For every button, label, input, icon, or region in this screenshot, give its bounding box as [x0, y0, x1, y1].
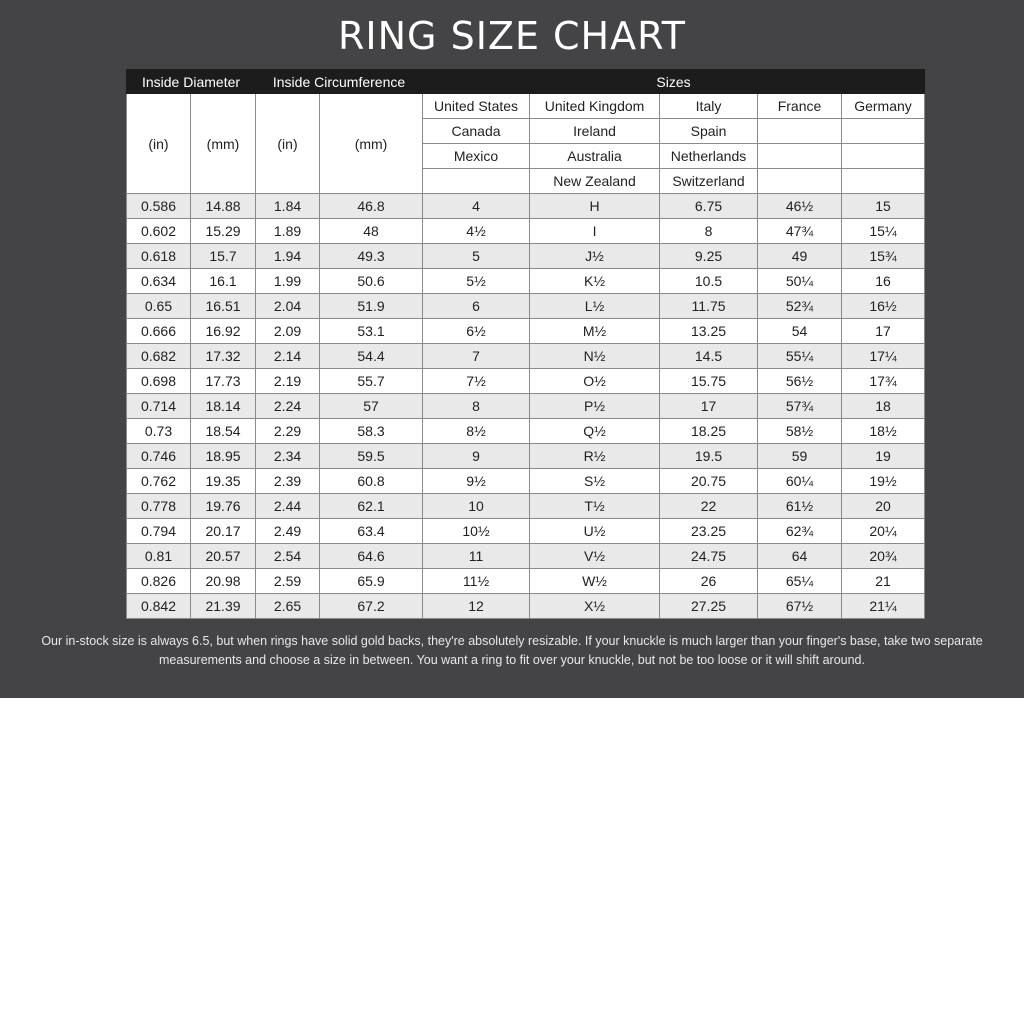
france-size-cell: 55¼ [758, 344, 842, 369]
us-size-cell: 9½ [423, 469, 530, 494]
circumference-mm-cell: 58.3 [320, 419, 423, 444]
germany-size-cell: 21 [842, 569, 925, 594]
table-group-header [127, 70, 925, 94]
diameter-in-cell: 0.794 [127, 519, 191, 544]
us-size-cell: 8 [423, 394, 530, 419]
us-size-cell: 7 [423, 344, 530, 369]
circumference-mm-cell: 64.6 [320, 544, 423, 569]
germany-size-cell: 16½ [842, 294, 925, 319]
diameter-mm-cell: 17.73 [191, 369, 256, 394]
italy-size-cell: 27.25 [660, 594, 758, 619]
us-size-cell: 12 [423, 594, 530, 619]
italy-size-cell: 22 [660, 494, 758, 519]
diameter-in-cell: 0.762 [127, 469, 191, 494]
table-row [127, 294, 925, 319]
uk-size-cell: S½ [530, 469, 660, 494]
circumference-mm-cell: 49.3 [320, 244, 423, 269]
circumference-mm-cell: 62.1 [320, 494, 423, 519]
uk-size-cell: T½ [530, 494, 660, 519]
country-label: Netherlands [660, 144, 758, 169]
us-size-cell: 5 [423, 244, 530, 269]
country-label [423, 169, 530, 194]
diameter-in-cell: 0.73 [127, 419, 191, 444]
table-row [127, 444, 925, 469]
uk-size-cell: O½ [530, 369, 660, 394]
france-size-cell: 67½ [758, 594, 842, 619]
uk-size-cell: V½ [530, 544, 660, 569]
diameter-mm-cell: 15.29 [191, 219, 256, 244]
inside-circumference-header: Inside Circumference [256, 70, 423, 94]
us-size-cell: 11½ [423, 569, 530, 594]
country-header-row [127, 94, 925, 119]
country-label [758, 119, 842, 144]
country-label: France [758, 94, 842, 119]
circumference-mm-cell: 65.9 [320, 569, 423, 594]
circumference-mm-cell: 50.6 [320, 269, 423, 294]
france-size-cell: 58½ [758, 419, 842, 444]
us-size-cell: 4 [423, 194, 530, 219]
us-size-cell: 6 [423, 294, 530, 319]
circumference-in-cell: 2.34 [256, 444, 320, 469]
circumference-mm-cell: 60.8 [320, 469, 423, 494]
uk-size-cell: K½ [530, 269, 660, 294]
unit-circumference-mm: (mm) [320, 94, 423, 194]
diameter-in-cell: 0.682 [127, 344, 191, 369]
circumference-in-cell: 1.84 [256, 194, 320, 219]
table-row [127, 469, 925, 494]
diameter-mm-cell: 20.57 [191, 544, 256, 569]
diameter-in-cell: 0.634 [127, 269, 191, 294]
us-size-cell: 10½ [423, 519, 530, 544]
uk-size-cell: N½ [530, 344, 660, 369]
uk-size-cell: I [530, 219, 660, 244]
sizes-header: Sizes [423, 70, 925, 94]
diameter-in-cell: 0.698 [127, 369, 191, 394]
diameter-mm-cell: 18.54 [191, 419, 256, 444]
germany-size-cell: 15¾ [842, 244, 925, 269]
country-label [842, 119, 925, 144]
circumference-in-cell: 2.04 [256, 294, 320, 319]
diameter-in-cell: 0.602 [127, 219, 191, 244]
sizing-note: Our in-stock size is always 6.5, but when rings have solid gold backs, they're absolutely resizable. If your knuckle is much larger than your finger's base, take two separate measurements and choose a size in between. You want a ring to fit over your knuckle, but not be too loose or it will shift around. [41, 634, 983, 667]
france-size-cell: 49 [758, 244, 842, 269]
table-row [127, 544, 925, 569]
italy-size-cell: 13.25 [660, 319, 758, 344]
germany-size-cell: 21¼ [842, 594, 925, 619]
unit-diameter-in: (in) [127, 94, 191, 194]
page-title: RING SIZE CHART [338, 14, 686, 58]
country-label: United States [423, 94, 530, 119]
diameter-mm-cell: 16.92 [191, 319, 256, 344]
table-row [127, 369, 925, 394]
italy-size-cell: 9.25 [660, 244, 758, 269]
us-size-cell: 4½ [423, 219, 530, 244]
circumference-mm-cell: 59.5 [320, 444, 423, 469]
circumference-in-cell: 1.94 [256, 244, 320, 269]
ring-size-table [126, 69, 925, 619]
circumference-in-cell: 1.99 [256, 269, 320, 294]
diameter-mm-cell: 14.88 [191, 194, 256, 219]
us-size-cell: 6½ [423, 319, 530, 344]
germany-size-cell: 17 [842, 319, 925, 344]
italy-size-cell: 19.5 [660, 444, 758, 469]
country-label: Australia [530, 144, 660, 169]
uk-size-cell: M½ [530, 319, 660, 344]
uk-size-cell: W½ [530, 569, 660, 594]
france-size-cell: 57¾ [758, 394, 842, 419]
germany-size-cell: 15 [842, 194, 925, 219]
us-size-cell: 11 [423, 544, 530, 569]
country-label: New Zealand [530, 169, 660, 194]
germany-size-cell: 18½ [842, 419, 925, 444]
diameter-mm-cell: 16.1 [191, 269, 256, 294]
diameter-in-cell: 0.746 [127, 444, 191, 469]
france-size-cell: 64 [758, 544, 842, 569]
circumference-mm-cell: 57 [320, 394, 423, 419]
diameter-in-cell: 0.81 [127, 544, 191, 569]
france-size-cell: 47¾ [758, 219, 842, 244]
circumference-in-cell: 2.65 [256, 594, 320, 619]
inside-diameter-header: Inside Diameter [127, 70, 256, 94]
germany-size-cell: 16 [842, 269, 925, 294]
country-label [842, 144, 925, 169]
diameter-mm-cell: 21.39 [191, 594, 256, 619]
us-size-cell: 8½ [423, 419, 530, 444]
country-label: Canada [423, 119, 530, 144]
diameter-in-cell: 0.842 [127, 594, 191, 619]
germany-size-cell: 19½ [842, 469, 925, 494]
uk-size-cell: P½ [530, 394, 660, 419]
country-label: Mexico [423, 144, 530, 169]
circumference-in-cell: 2.29 [256, 419, 320, 444]
diameter-in-cell: 0.586 [127, 194, 191, 219]
france-size-cell: 62¾ [758, 519, 842, 544]
country-label: Spain [660, 119, 758, 144]
italy-size-cell: 26 [660, 569, 758, 594]
germany-size-cell: 17¼ [842, 344, 925, 369]
italy-size-cell: 14.5 [660, 344, 758, 369]
germany-size-cell: 20 [842, 494, 925, 519]
unit-diameter-mm: (mm) [191, 94, 256, 194]
us-size-cell: 5½ [423, 269, 530, 294]
diameter-in-cell: 0.714 [127, 394, 191, 419]
circumference-in-cell: 2.14 [256, 344, 320, 369]
country-label: United Kingdom [530, 94, 660, 119]
table-row [127, 269, 925, 294]
diameter-mm-cell: 15.7 [191, 244, 256, 269]
germany-size-cell: 20¾ [842, 544, 925, 569]
france-size-cell: 65¼ [758, 569, 842, 594]
country-label: Italy [660, 94, 758, 119]
circumference-in-cell: 2.54 [256, 544, 320, 569]
uk-size-cell: L½ [530, 294, 660, 319]
circumference-mm-cell: 51.9 [320, 294, 423, 319]
us-size-cell: 9 [423, 444, 530, 469]
circumference-in-cell: 2.24 [256, 394, 320, 419]
france-size-cell: 46½ [758, 194, 842, 219]
germany-size-cell: 15¼ [842, 219, 925, 244]
germany-size-cell: 17¾ [842, 369, 925, 394]
italy-size-cell: 18.25 [660, 419, 758, 444]
italy-size-cell: 8 [660, 219, 758, 244]
table-row [127, 569, 925, 594]
circumference-in-cell: 2.59 [256, 569, 320, 594]
table-row [127, 594, 925, 619]
us-size-cell: 7½ [423, 369, 530, 394]
country-label: Germany [842, 94, 925, 119]
diameter-mm-cell: 19.35 [191, 469, 256, 494]
france-size-cell: 52¾ [758, 294, 842, 319]
diameter-in-cell: 0.778 [127, 494, 191, 519]
italy-size-cell: 11.75 [660, 294, 758, 319]
italy-size-cell: 24.75 [660, 544, 758, 569]
circumference-mm-cell: 48 [320, 219, 423, 244]
italy-size-cell: 6.75 [660, 194, 758, 219]
france-size-cell: 50¼ [758, 269, 842, 294]
france-size-cell: 54 [758, 319, 842, 344]
germany-size-cell: 19 [842, 444, 925, 469]
circumference-in-cell: 2.09 [256, 319, 320, 344]
italy-size-cell: 15.75 [660, 369, 758, 394]
uk-size-cell: R½ [530, 444, 660, 469]
circumference-mm-cell: 53.1 [320, 319, 423, 344]
country-label [758, 144, 842, 169]
circumference-in-cell: 2.39 [256, 469, 320, 494]
france-size-cell: 56½ [758, 369, 842, 394]
table-row [127, 219, 925, 244]
table-row [127, 419, 925, 444]
circumference-mm-cell: 46.8 [320, 194, 423, 219]
uk-size-cell: H [530, 194, 660, 219]
table-row [127, 344, 925, 369]
diameter-in-cell: 0.666 [127, 319, 191, 344]
circumference-mm-cell: 63.4 [320, 519, 423, 544]
diameter-mm-cell: 16.51 [191, 294, 256, 319]
germany-size-cell: 18 [842, 394, 925, 419]
diameter-mm-cell: 19.76 [191, 494, 256, 519]
diameter-mm-cell: 20.98 [191, 569, 256, 594]
country-label: Switzerland [660, 169, 758, 194]
country-label: Ireland [530, 119, 660, 144]
diameter-mm-cell: 18.14 [191, 394, 256, 419]
circumference-in-cell: 2.44 [256, 494, 320, 519]
circumference-mm-cell: 55.7 [320, 369, 423, 394]
table-row [127, 494, 925, 519]
diameter-mm-cell: 18.95 [191, 444, 256, 469]
us-size-cell: 10 [423, 494, 530, 519]
france-size-cell: 59 [758, 444, 842, 469]
diameter-mm-cell: 20.17 [191, 519, 256, 544]
unit-circumference-in: (in) [256, 94, 320, 194]
france-size-cell: 60¼ [758, 469, 842, 494]
france-size-cell: 61½ [758, 494, 842, 519]
uk-size-cell: U½ [530, 519, 660, 544]
country-label [758, 169, 842, 194]
italy-size-cell: 20.75 [660, 469, 758, 494]
germany-size-cell: 20¼ [842, 519, 925, 544]
circumference-in-cell: 2.19 [256, 369, 320, 394]
table-row [127, 319, 925, 344]
uk-size-cell: X½ [530, 594, 660, 619]
table-row [127, 194, 925, 219]
uk-size-cell: Q½ [530, 419, 660, 444]
table-row [127, 244, 925, 269]
italy-size-cell: 23.25 [660, 519, 758, 544]
circumference-in-cell: 1.89 [256, 219, 320, 244]
diameter-in-cell: 0.618 [127, 244, 191, 269]
country-label [842, 169, 925, 194]
italy-size-cell: 10.5 [660, 269, 758, 294]
table-row [127, 394, 925, 419]
circumference-mm-cell: 67.2 [320, 594, 423, 619]
diameter-in-cell: 0.826 [127, 569, 191, 594]
diameter-in-cell: 0.65 [127, 294, 191, 319]
circumference-mm-cell: 54.4 [320, 344, 423, 369]
circumference-in-cell: 2.49 [256, 519, 320, 544]
italy-size-cell: 17 [660, 394, 758, 419]
uk-size-cell: J½ [530, 244, 660, 269]
table-row [127, 519, 925, 544]
diameter-mm-cell: 17.32 [191, 344, 256, 369]
